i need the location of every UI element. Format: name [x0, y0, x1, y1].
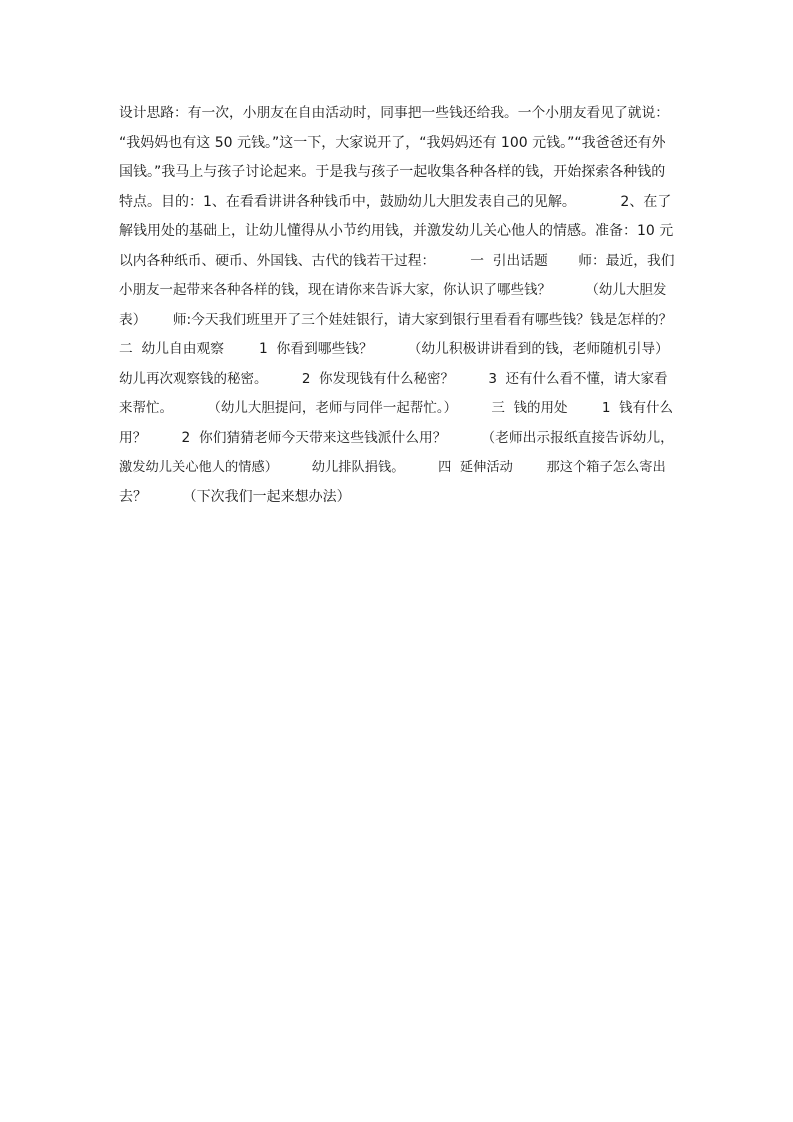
text-line: 来帮忙。 （幼儿大胆提问，老师与同伴一起帮忙。） 三 钱的用处 1 钱有什么 [119, 400, 673, 416]
document-body [119, 99, 675, 512]
text-line: 用？ 2 你们猜猜老师今天带来这些钱派什么用？ （老师出示报纸直接告诉幼儿， [119, 429, 674, 446]
text-line: 国钱。”我马上与孩子讨论起来。于是我与孩子一起收集各种各样的钱，开始探索各种钱的 [119, 164, 666, 180]
text-line: 幼儿再次观察钱的秘密。 2 你发现钱有什么秘密？ 3 还有什么看不懂，请大家看 [119, 370, 668, 387]
text-line: 解钱用处的基础上，让幼儿懂得从小节约用钱，并激发幼儿关心他人的情感。准备：10 元 [119, 223, 674, 239]
text-line: 激发幼儿关心他人的情感） 幼儿排队捐钱。 四 延伸活动 那这个箱子怎么寄出 [119, 460, 666, 475]
text-line: 表） 师:今天我们班里开了三个娃娃银行，请大家到银行里看看有哪些钱？钱是怎样的？ [119, 311, 673, 328]
text-line: 设计思路：有一次，小朋友在自由活动时，同事把一些钱还给我。一个小朋友看见了就说： [119, 105, 670, 121]
text-line: “我妈妈也有这 50 元钱。”这一下，大家说开了，“我妈妈还有 100 元钱。”“我爸爸还有外 [119, 134, 666, 151]
text-line: 二 幼儿自由观察 1 你看到哪些钱？ （幼儿积极讲讲看到的钱，老师随机引导） [119, 341, 669, 357]
text-line: 去？ （下次我们一起来想办法） [119, 488, 351, 505]
text-line: 小朋友一起带来各种各样的钱，现在请你来告诉大家，你认识了哪些钱？ （幼儿大胆发 [119, 282, 667, 298]
text-line: 特点。目的：1、在看看讲讲各种钱币中，鼓励幼儿大胆发表自己的见解。 2、在了 [119, 193, 672, 210]
text-line: 以内各种纸币、硬币、外国钱、古代的钱若干过程： 一 引出话题 师：最近，我们 [119, 252, 675, 269]
